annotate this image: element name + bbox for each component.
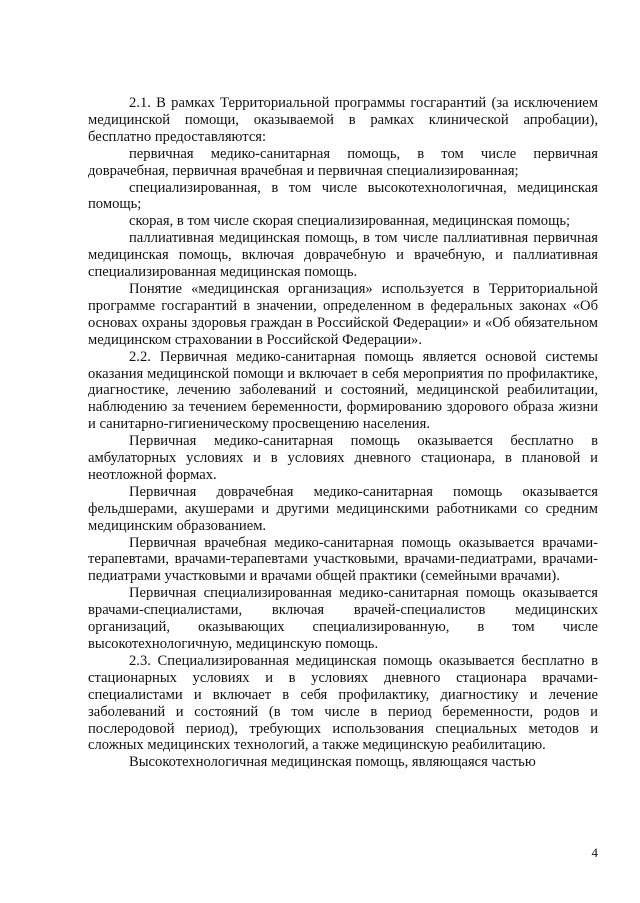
- document-body: [88, 95, 598, 771]
- paragraph-2-1: 2.1. В рамках Территориальной программы госгарантий (за исключением медицинской помощи, оказываемой в рамках клинической апробации), бесплатно предоставляются:: [88, 95, 598, 145]
- paragraph-specialist-care: Первичная специализированная медико-санитарная помощь оказывается врачами-специалистами, включая врачей-специалистов медицинских организаций, оказывающих специализированную, в том числе высокотехнологичную, медицинскую помощь.: [88, 585, 598, 652]
- paragraph-pre-doctor-care: Первичная доврачебная медико-санитарная помощь оказывается фельдшерами, акушерами и другими медицинскими работниками со средним медицинским образованием.: [88, 483, 598, 534]
- page-number: 4: [591, 845, 598, 860]
- paragraph-medical-organization: Понятие «медицинская организация» используется в Территориальной программе госгарантий в значении, определенном в федеральных законах «Об основах охраны здоровья граждан в Российской Федерации» и «Об обязательном медицинском страховании в Российской Федерации».: [88, 280, 598, 348]
- paragraph-free-primary-care: Первичная медико-санитарная помощь оказывается бесплатно в амбулаторных условиях и в условиях дневного стационара, в плановой и неотложной формах.: [88, 433, 598, 483]
- paragraph-2-2: 2.2. Первичная медико-санитарная помощь является основой системы оказания медицинской помощи и включает в себя мероприятия по профилактике, диагностике, лечению заболеваний и состояний, медицинской реабилитации, наблюдению за течением беременности, формированию здорового образа жизни и санитарно-гигиеническому просвещению населения.: [88, 348, 598, 433]
- paragraph-specialized-care: специализированная, в том числе высокотехнологичная, медицинская помощь;: [88, 179, 598, 213]
- paragraph-palliative-care: паллиативная медицинская помощь, в том числе паллиативная первичная медицинская помощь, включая доврачебную и врачебную, и паллиативная специализированная медицинская помощь.: [88, 230, 598, 281]
- paragraph-emergency-care: скорая, в том числе скорая специализированная, медицинская помощь;: [129, 213, 571, 230]
- paragraph-2-3: 2.3. Специализированная медицинская помощь оказывается бесплатно в стационарных условиях и в условиях дневного стационара врачами-специалистами и включает в себя профилактику, диагностику и лечение заболеваний и состояний (в том числе в период беременности, родов и послеродовой период), требующих использования специальных методов и сложных медицинских технологий, а также медицинскую реабилитацию.: [88, 652, 598, 754]
- paragraph-primary-care: первичная медико-санитарная помощь, в том числе первичная доврачебная, первичная врачебная и первичная специализированная;: [88, 145, 598, 179]
- paragraph-doctor-care: Первичная врачебная медико-санитарная помощь оказывается врачами-терапевтами, врачами-терапевтами участковыми, врачами-педиатрами, врачами-педиатрами участковыми и врачами общей практики (семейными врачами).: [88, 534, 598, 585]
- paragraph-high-tech-care: Высокотехнологичная медицинская помощь, являющаяся частью: [129, 754, 536, 771]
